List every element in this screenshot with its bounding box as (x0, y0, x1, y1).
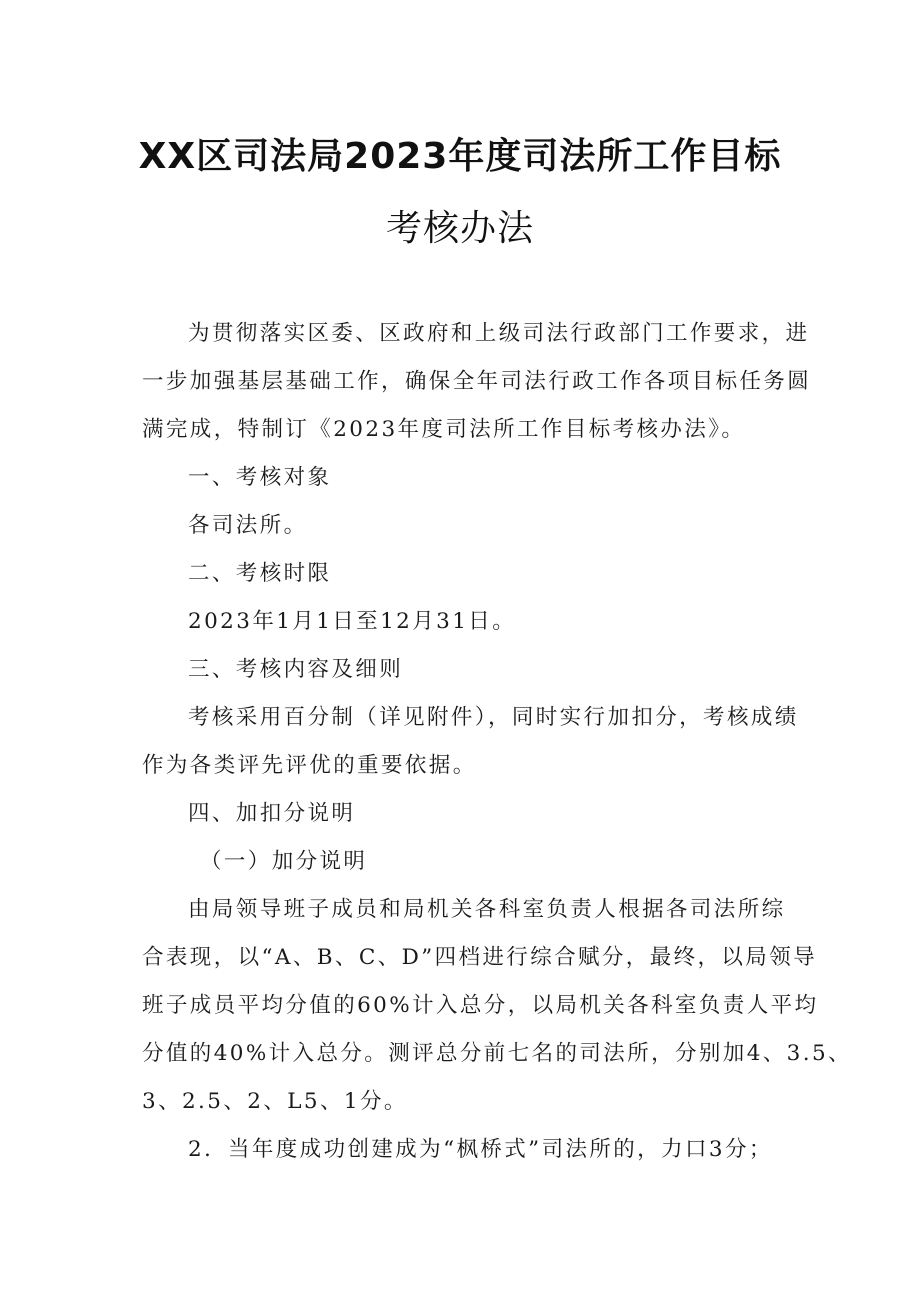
paragraph-line: 各司法所。 (188, 513, 308, 538)
paragraph-line: 2023年1月1日至12月31日。 (188, 609, 517, 634)
section-heading: 三、考核内容及细则 (188, 657, 404, 682)
section-heading: 一、考核对象 (188, 465, 332, 490)
document-title-line-1: XX区司法局2023年度司法所工作目标 (138, 136, 782, 177)
paragraph-line: 合表现，以“A、B、C、D”四档进行综合赋分，最终，以局领导 (142, 945, 817, 970)
section-heading: 二、考核时限 (188, 561, 332, 586)
subsection-heading: （一）加分说明 (200, 849, 368, 874)
paragraph-line: 考核采用百分制（详见附件），同时实行加扣分，考核成绩 (188, 705, 799, 730)
paragraph-line: 班子成员平均分值的60%计入总分，以局机关各科室负责人平均 (142, 993, 819, 1018)
paragraph-line: 为贯彻落实区委、区政府和上级司法行政部门工作要求，进 (188, 321, 810, 346)
paragraph-line: 一步加强基层基础工作，确保全年司法行政工作各项目标任务圆 (142, 369, 812, 394)
document-title-line-2: 考核办法 (385, 208, 534, 249)
paragraph-line: 作为各类评先评优的重要依据。 (142, 753, 477, 778)
list-item: 2．当年度成功创建成为“枫桥式”司法所的，力口3分； (188, 1137, 773, 1162)
paragraph-line: 满完成，特制订《2023年度司法所工作目标考核办法》。 (142, 417, 746, 442)
paragraph-line: 3、2.5、2、L5、1分。 (142, 1089, 408, 1114)
section-heading: 四、加扣分说明 (188, 801, 356, 826)
paragraph-line: 分值的40%计入总分。测评总分前七名的司法所，分别加4、3.5、 (142, 1041, 852, 1066)
paragraph-line: 由局领导班子成员和局机关各科室负责人根据各司法所综 (188, 897, 786, 922)
